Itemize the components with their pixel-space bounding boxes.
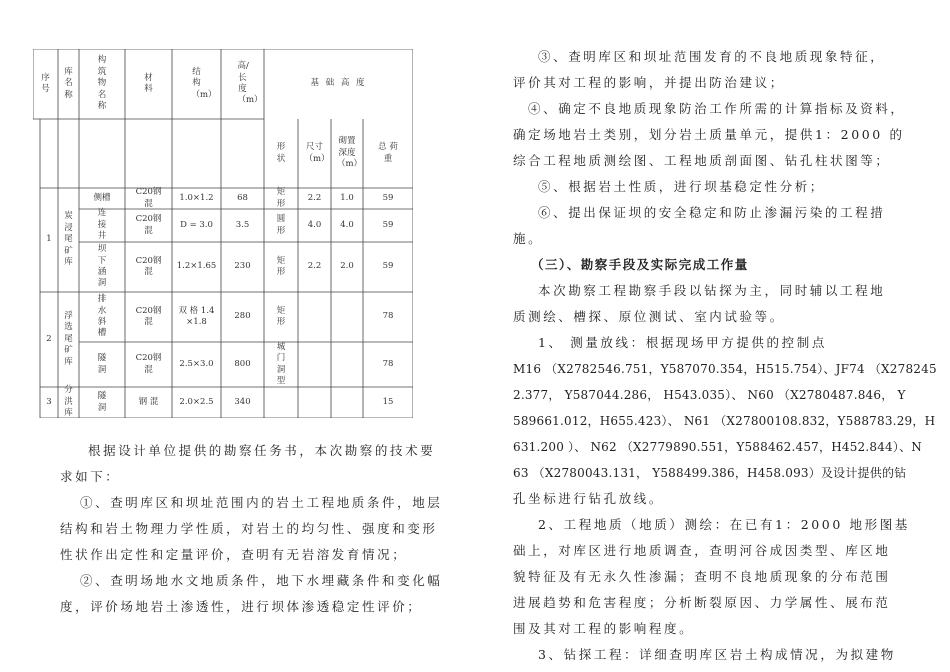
cell-structure: 隧洞	[97, 353, 107, 375]
cell-dim: D = 3.0	[180, 219, 213, 230]
paragraph-line: 进展趋势和危害程度；分析断裂原因、力学属性、展布范	[513, 595, 891, 610]
coordinate-line: M16 （X2782546.751，Y587070.354，H515.754）、JF74 （X278245	[513, 362, 937, 376]
cell-height: 340	[234, 396, 251, 407]
cell-size: 2.2	[307, 261, 322, 272]
cell-size	[298, 342, 331, 387]
requirement-2: ②、查明场地水文地质条件，地下水埋藏条件和变化幅	[80, 573, 443, 588]
cell-depth	[331, 387, 363, 418]
cell-seq: 2	[46, 333, 52, 344]
header-seq: 序号	[41, 72, 50, 94]
requirement-4: ④、确定不良地质现象防治工作所需的计算指标及资料，	[528, 101, 906, 116]
cell-structure: 连接井	[97, 208, 107, 242]
cell-structure: 隧洞	[97, 391, 107, 413]
paragraph-line: 3、钻探工程：详细查明库区岩土构成情况，为拟建物	[538, 647, 896, 662]
cell-load: 59	[382, 219, 394, 230]
header-height: 高/长度（m）	[237, 61, 263, 106]
requirement-3: ③、查明库区和坝址范围发育的不良地质现象特征，	[538, 49, 886, 64]
cell-dim: 2.0×2.5	[179, 396, 214, 407]
cell-library: 炭浸尾矿库	[64, 211, 73, 268]
cell-height: 800	[234, 358, 251, 369]
cell-load: 78	[382, 358, 394, 369]
cell-load: 15	[382, 396, 394, 407]
requirement-2: 度，评价场地岩土渗透性，进行坝体渗透稳定性评价；	[60, 599, 423, 614]
cell-seq: 3	[46, 396, 52, 407]
cell-material: C20钢混	[135, 255, 162, 277]
cell-depth: 1.0	[340, 192, 354, 203]
cell-size: 2.2	[307, 192, 322, 203]
cell-dim: 1.2×1.65	[176, 261, 217, 272]
paragraph-line: 孔坐标进行钻孔放线。	[513, 491, 665, 506]
header-depth: 砌置深度（m）	[337, 136, 363, 170]
cell-shape: 矩形	[276, 305, 286, 327]
requirement-6: 施。	[513, 231, 544, 246]
cell-material: C20钢混	[135, 305, 162, 327]
cell-shape: 矩形	[276, 187, 286, 209]
requirement-6: ⑥、提出保证坝的安全稳定和防止渗漏污染的工程措	[538, 205, 886, 220]
cell-shape: 城门洞型	[276, 341, 286, 386]
paragraph-line: 1、 测量放线：根据现场甲方提供的控制点	[538, 335, 827, 350]
section-heading: （三）、勘察手段及实际完成工作量	[531, 257, 749, 272]
cell-depth	[331, 292, 363, 342]
paragraph-line: 围及其对工程的影响程度。	[513, 621, 695, 636]
cell-structure: 坝下涵洞	[97, 244, 107, 289]
cell-height: 230	[234, 261, 251, 272]
cell-size	[298, 292, 331, 342]
cell-height: 68	[237, 192, 248, 203]
cell-shape: 矩形	[276, 255, 286, 277]
cell-height: 280	[234, 311, 251, 322]
paragraph-line: 貌特征及有无永久性渗漏；查明不良地质现象的分布范围	[513, 569, 891, 584]
intro-line: 根据设计单位提供的勘察任务书，本次勘察的技术要	[88, 443, 436, 458]
cell-material: 钢 混	[138, 396, 159, 407]
requirement-4: 综合工程地质测绘图、工程地质剖面图、钻孔柱状图等；	[513, 153, 891, 168]
coordinate-line: 631.200 ）、 N62 （X2779890.551，Y588462.457，H452.844）、N	[513, 440, 922, 454]
paragraph-line: 本次勘察工程勘察手段以钻探为主，同时辅以工程地	[538, 283, 886, 298]
cell-shape	[264, 387, 298, 418]
header-shape: 形状	[276, 142, 286, 164]
cell-depth	[331, 342, 363, 387]
cell-height: 3.5	[235, 219, 250, 230]
header-material: 材料	[144, 72, 153, 94]
cell-shape: 圆形	[276, 214, 286, 236]
requirement-1: 性状作出定性和定量评价，查明有无岩溶发育情况；	[60, 547, 408, 562]
cell-load: 78	[382, 311, 394, 322]
cell-size	[298, 387, 331, 418]
coordinate-line: 63 （X2780043.131， Y588499.386，H458.093）及设计提供的钻	[513, 466, 907, 480]
header-library: 库名称	[64, 66, 73, 100]
header-size: 尺寸（m）	[304, 142, 330, 164]
requirement-3: 评价其对工程的影响，并提出防治建议；	[513, 75, 785, 90]
paragraph-line: 2、工程地质（地质）测绘：在已有1：2000 地形图基	[538, 517, 910, 532]
intro-line: 求如下：	[60, 469, 121, 484]
cell-dim: 双 格 1.4×1.8	[178, 305, 215, 327]
cell-seq: 1	[46, 234, 52, 245]
cell-material: C20钢混	[135, 214, 162, 236]
cell-structure: 排水斜槽	[97, 294, 107, 339]
requirement-4: 确定场地岩土类别，划分岩土质量单元，提供1：2000 的	[513, 127, 905, 142]
cell-material: C20钢混	[135, 187, 162, 209]
header-load: 总 荷 重	[378, 142, 398, 164]
cell-size: 4.0	[307, 219, 322, 230]
cell-material: C20钢混	[135, 353, 162, 375]
header-structure: 构筑物名称	[97, 55, 107, 112]
coordinate-line: 2.377， Y587044.286， H543.035）、 N60 （X2780487.846， Y	[513, 388, 906, 402]
requirement-1: ①、查明库区和坝址范围内的岩土工程地质条件，地层	[80, 495, 443, 510]
header-structure-unit: 结构（m）	[191, 66, 217, 100]
paragraph-line: 质测绘、槽探、原位测试、室内试验等。	[513, 309, 785, 324]
cell-depth: 4.0	[340, 219, 354, 230]
requirement-1: 结构和岩土物理力学性质，对岩土的均匀性、强度和变形	[60, 521, 438, 536]
cell-dim: 1.0×1.2	[179, 192, 214, 203]
header-foundation: 基 础 高 度	[310, 78, 367, 89]
cell-depth: 2.0	[340, 261, 354, 272]
requirement-5: ⑤、根据岩土性质，进行坝基稳定性分析；	[538, 179, 825, 194]
cell-load: 59	[382, 261, 394, 272]
paragraph-line: 础上，对库区进行地质调查，查明河谷成因类型、库区地	[513, 543, 891, 558]
cell-library: 浮选尾矿库	[64, 310, 73, 367]
foundation-table	[33, 49, 413, 418]
coordinate-line: 589661.012，H655.423）、 N61 （X27800108.832，Y588783.29，H	[513, 414, 936, 428]
cell-dim: 2.5×3.0	[179, 358, 214, 369]
cell-library: 分洪库	[64, 385, 73, 419]
cell-structure: 侧槽	[93, 192, 111, 203]
cell-load: 59	[382, 192, 394, 203]
